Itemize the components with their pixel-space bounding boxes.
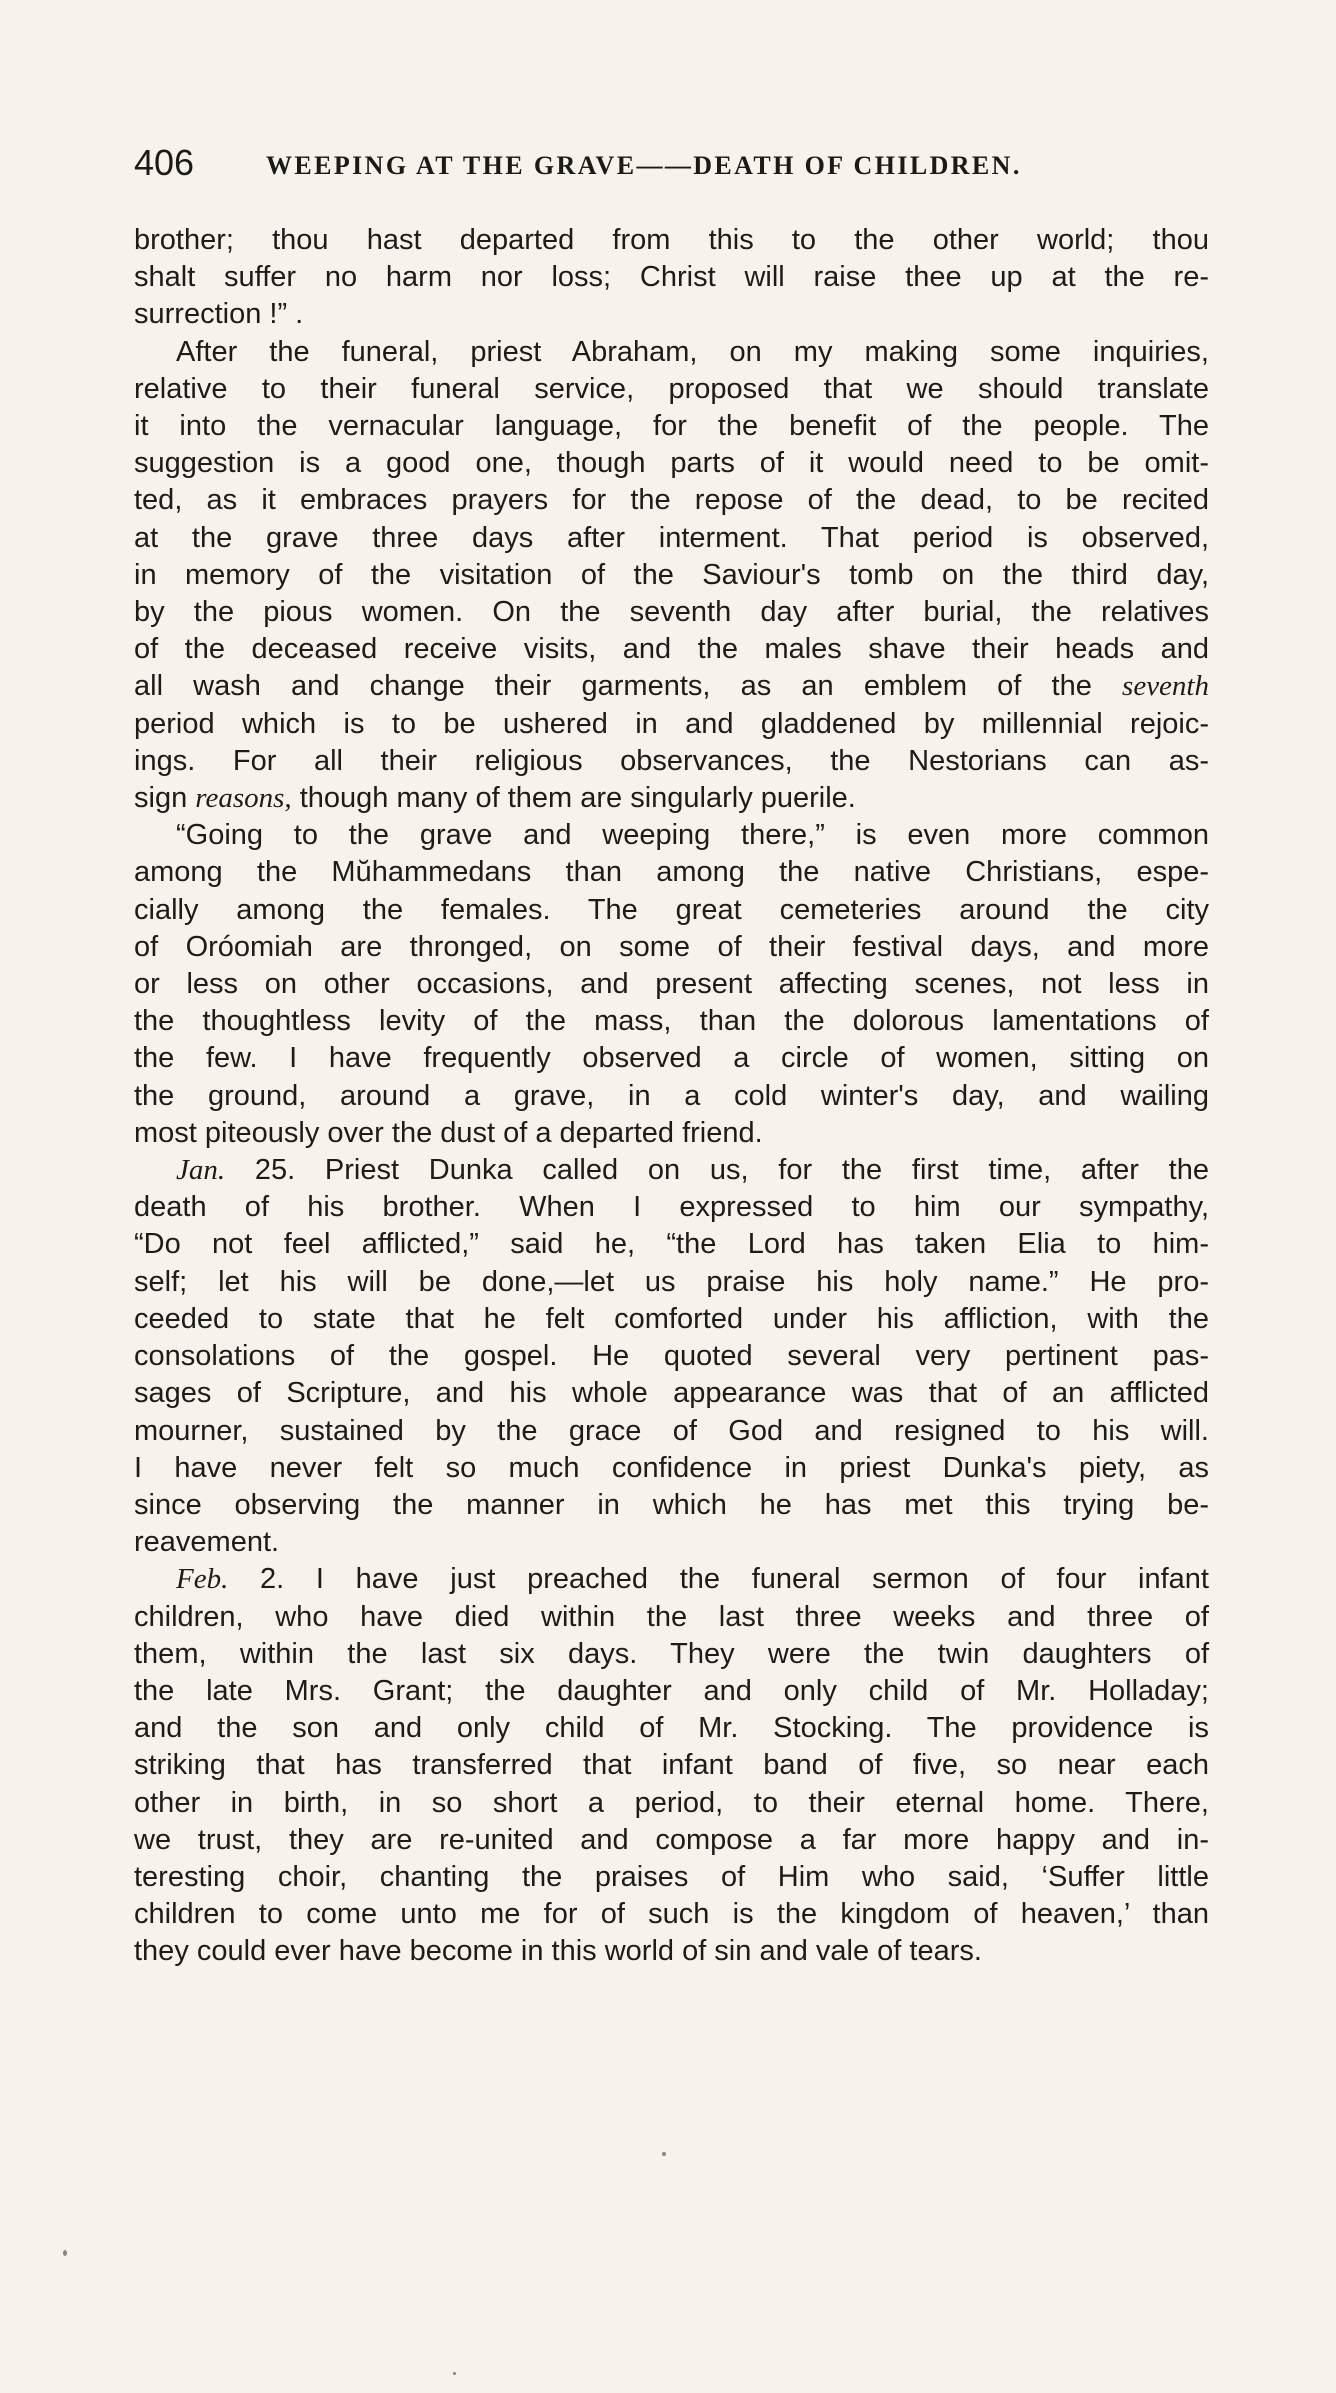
text-line: other in birth, in so short a period, to their eternal home. There, <box>134 1786 1209 1819</box>
text-line: and the son and only child of Mr. Stocking. The providence is <box>134 1712 1209 1745</box>
text-line: mourner, sustained by the grace of God and resigned to his will. <box>134 1414 1209 1447</box>
text-line: sages of Scripture, and his whole appearance was that of an afflicted <box>134 1377 1209 1410</box>
text-line <box>134 780 1209 817</box>
text-line: suggestion is a good one, though parts of it would need to be omit- <box>134 447 1209 480</box>
text-line: the few. I have frequently observed a circle of women, sitting on <box>134 1042 1209 1075</box>
italic-word: reasons, <box>195 782 292 815</box>
text-run: all wash and change their garments, as an emblem of the <box>134 670 1123 703</box>
italic-date: Jan. <box>176 1154 226 1187</box>
page-header <box>134 143 1234 193</box>
text-line: relative to their funeral service, proposed that we should translate <box>134 372 1209 405</box>
text-line: at the grave three days after interment. That period is observed, <box>134 521 1209 554</box>
text-line: them, within the last six days. They were the twin daughters of <box>134 1637 1209 1670</box>
text-line: among the Mŭhammedans than among the native Christians, espe- <box>134 856 1209 889</box>
text-line: it into the vernacular language, for the benefit of the people. The <box>134 410 1209 443</box>
text-line: the thoughtless levity of the mass, than the dolorous lamentations of <box>134 1005 1209 1038</box>
text-line: brother; thou hast departed from this to the other world; thou <box>134 224 1209 256</box>
text-line: period which is to be ushered in and gladdened by millennial rejoic- <box>134 707 1209 740</box>
text-run: 25. Priest Dunka called on us, for the first time, after the <box>225 1154 1209 1187</box>
text-line: since observing the manner in which he has met this trying be- <box>134 1488 1209 1521</box>
text-run: 2. I have just preached the funeral sermon of four infant <box>228 1563 1209 1596</box>
text-line: most piteously over the dust of a departed friend. <box>134 1116 763 1149</box>
text-line <box>134 1561 1209 1598</box>
text-run: though many of them are singularly puerile. <box>291 782 856 815</box>
text-line: death of his brother. When I expressed to him our sympathy, <box>134 1191 1209 1224</box>
text-line: consolations of the gospel. He quoted several very pertinent pas- <box>134 1340 1209 1373</box>
text-line: self; let his will be done,—let us praise his holy name.” He pro- <box>134 1265 1209 1298</box>
text-line: After the funeral, priest Abraham, on my making some inquiries, <box>176 335 1209 368</box>
body-text <box>134 222 1209 1971</box>
text-line: ings. For all their religious observances, the Nestorians can as- <box>134 744 1209 777</box>
text-line <box>134 1152 1209 1189</box>
italic-date: Feb. <box>176 1563 229 1596</box>
text-line: they could ever have become in this world of sin and vale of tears. <box>134 1935 982 1968</box>
text-line: the late Mrs. Grant; the daughter and only child of Mr. Holladay; <box>134 1674 1209 1707</box>
page-number: 406 <box>134 142 195 183</box>
text-line: “Going to the grave and weeping there,” is even more common <box>176 819 1209 852</box>
text-line: of the deceased receive visits, and the males shave their heads and <box>134 633 1209 666</box>
text-line: cially among the females. The great cemeteries around the city <box>134 893 1209 926</box>
text-line: in memory of the visitation of the Saviour's tomb on the third day, <box>134 558 1209 591</box>
paper-speck <box>63 2250 67 2256</box>
text-line: “Do not feel afflicted,” said he, “the Lord has taken Elia to him- <box>134 1228 1209 1261</box>
paper-speck <box>453 2372 456 2375</box>
text-line: shalt suffer no harm nor loss; Christ will raise thee up at the re- <box>134 261 1209 294</box>
text-line: children to come unto me for of such is the kingdom of heaven,’ than <box>134 1898 1209 1931</box>
text-line: children, who have died within the last three weeks and three of <box>134 1600 1209 1633</box>
text-line: ceeded to state that he felt comforted under his affliction, with the <box>134 1302 1209 1335</box>
text-line: of Oróomiah are thronged, on some of their festival days, and more <box>134 930 1209 963</box>
text-line: teresting choir, chanting the praises of Him who said, ‘Suffer little <box>134 1860 1209 1893</box>
text-line: I have never felt so much confidence in priest Dunka's piety, as <box>134 1451 1209 1484</box>
text-line: the ground, around a grave, in a cold winter's day, and wailing <box>134 1079 1209 1112</box>
text-line <box>134 668 1209 705</box>
italic-word: seventh <box>1122 670 1209 703</box>
text-line: reavement. <box>134 1526 280 1559</box>
text-line: by the pious women. On the seventh day after burial, the relatives <box>134 596 1209 629</box>
running-head: WEEPING AT THE GRAVE——DEATH OF CHILDREN. <box>266 151 1022 180</box>
text-line: ted, as it embraces prayers for the repose of the dead, to be recited <box>134 484 1209 517</box>
text-run: sign <box>134 782 196 815</box>
text-line: striking that has transferred that infant band of five, so near each <box>134 1749 1209 1782</box>
text-line: we trust, they are re-united and compose a far more happy and in- <box>134 1823 1209 1856</box>
text-line: or less on other occasions, and present affecting scenes, not less in <box>134 968 1209 1001</box>
text-line: surrection !” . <box>134 298 304 331</box>
paper-speck <box>662 2152 666 2156</box>
